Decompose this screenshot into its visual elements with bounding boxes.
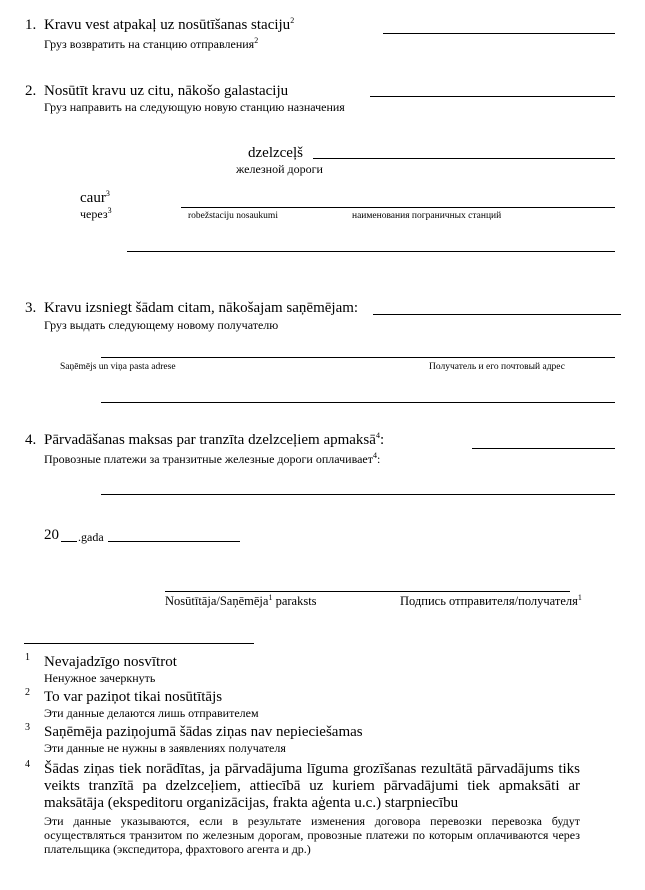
signature-line[interactable] (165, 591, 570, 592)
footnote-2-ru: Эти данные делаются лишь отправителем (44, 706, 259, 720)
footnote-4-lv: Šādas ziņas tiek norādītas, ja pārvadājuma līguma grozīšanas rezultātā pārvadājums tiks veikts tranzītā pa dzelzceļiem, attiecībā uz kuriem pārvadājumi tiek apmaksāti ar maksātāja (ekspeditoru organizācijas, frakta aģenta u.c.) starpniecību (44, 761, 580, 811)
date-day-line[interactable] (61, 541, 77, 542)
footnote-4-number: 4 (25, 759, 30, 770)
item-1-label-lv: Kravu vest atpakaļ uz nosūtīšanas staciju$^2$ (44, 16, 295, 33)
item-3-label-ru: Груз выдать следующему новому получателю (44, 318, 279, 332)
item-4-label-ru: Провозные платежи за транзитные железные дороги оплачивает$^4$: (44, 451, 381, 466)
footnote-4-ru: Эти данные указываются, если в результате изменения договора перевозки перевозка будут осуществляться транзитом по железным дорогам, провозные платежи по которым оплачиваются через плательщика (экспедитора, фрахтового агента и др.) (44, 814, 580, 856)
recipient-hint-ru: Получатель и его почтовый адрес (429, 362, 565, 372)
item-4-number: 4. (25, 432, 37, 448)
via-input-line[interactable] (181, 207, 615, 208)
date-year-line[interactable] (108, 541, 240, 542)
signature-label-ru: Подпись отправителя/получателя$^1$ (400, 592, 582, 608)
item-4-input-line[interactable] (472, 448, 615, 449)
item-4-label-lv: Pārvadāšanas maksas par tranzīta dzelzceļiem apmaksā$^4$: (44, 431, 385, 448)
footnote-2-number: 2 (25, 687, 30, 698)
footnote-1-lv: Nevajadzīgo nosvītrot (44, 654, 177, 670)
footnote-separator (24, 643, 254, 644)
item-4-input-line-2[interactable] (101, 494, 615, 495)
footnote-2-lv: To var paziņot tikai nosūtītājs (44, 689, 223, 705)
date-prefix: 20 (44, 527, 59, 543)
via-input-line-2[interactable] (127, 251, 615, 252)
via-label-lv: caur$^3$ (80, 189, 110, 206)
railway-input-line[interactable] (313, 158, 615, 159)
recipient-input-line-2[interactable] (101, 402, 615, 403)
item-3-label-lv: Kravu izsniegt šādam citam, nākošajam saņēmējam: (44, 300, 359, 316)
recipient-hint-lv: Saņēmējs un viņa pasta adrese (60, 362, 176, 372)
item-3-number: 3. (25, 300, 37, 316)
item-2-label-ru: Груз направить на следующую новую станцию назначения (44, 100, 345, 114)
item-2-input-line[interactable] (370, 96, 615, 97)
item-1-label-ru: Груз возвратить на станцию отправления$^2$ (44, 36, 259, 51)
via-hint-lv: robežstaciju nosaukumi (188, 211, 278, 221)
footnote-3-lv: Saņēmēja paziņojumā šādas ziņas nav nepieciešamas (44, 724, 363, 740)
footnote-1-number: 1 (25, 652, 30, 663)
item-1-input-line[interactable] (383, 33, 615, 34)
item-1-number: 1. (25, 17, 37, 33)
date-suffix: .gada (78, 530, 104, 544)
footnote-3-number: 3 (25, 722, 30, 733)
footnote-1-ru: Ненужное зачеркнуть (44, 671, 156, 685)
via-label-ru: через$^3$ (80, 206, 112, 221)
railway-label-lv: dzelzceļš (248, 145, 303, 161)
recipient-input-line[interactable] (101, 357, 615, 358)
item-2-label-lv: Nosūtīt kravu uz citu, nākošo galastaciju (44, 83, 289, 99)
via-hint-ru: наименования пограничных станций (352, 211, 502, 221)
footnote-3-ru: Эти данные не нужны в заявлениях получателя (44, 741, 286, 755)
item-2-number: 2. (25, 83, 37, 99)
railway-label-ru: железной дороги (236, 162, 323, 176)
item-3-input-line[interactable] (373, 314, 621, 315)
signature-label-lv: Nosūtītāja/Saņēmēja$^1$ paraksts (165, 592, 317, 608)
